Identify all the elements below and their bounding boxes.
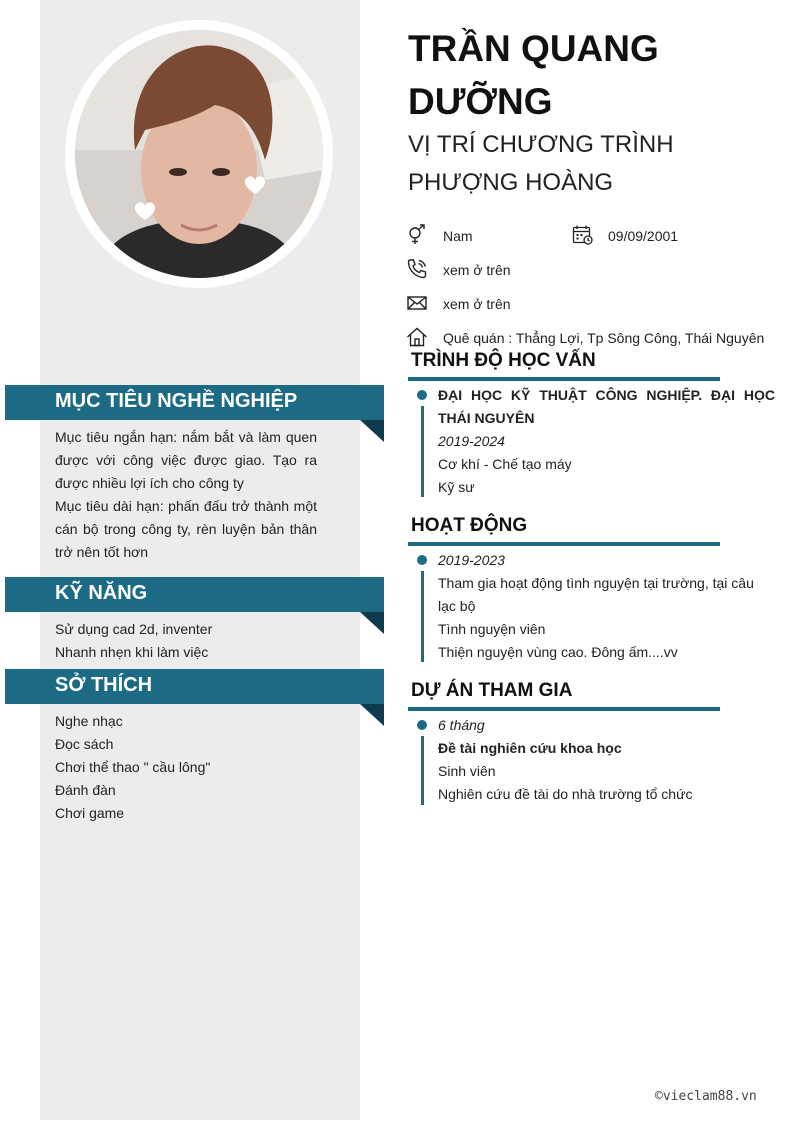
birthday-text: 09/09/2001: [608, 228, 679, 244]
activities-detail: Thiện nguyện vùng cao. Đông ấm....vv: [438, 644, 678, 660]
skills-fold: [360, 612, 384, 634]
timeline-line: [421, 406, 424, 497]
hobby-item: Chơi thể thao " cầu lông": [55, 759, 211, 775]
hobbies-title: SỞ THÍCH: [5, 669, 384, 704]
timeline-dot: [417, 555, 427, 565]
activities-title: HOẠT ĐỘNG: [411, 515, 528, 536]
calendar-icon: [572, 224, 594, 246]
education-major: Cơ khí - Chế tạo máy: [438, 456, 572, 472]
candidate-position: VỊ TRÍ CHƯƠNG TRÌNH PHƯỢNG HOÀNG: [408, 131, 674, 196]
timeline-line: [421, 571, 424, 662]
skills-title: KỸ NĂNG: [5, 577, 384, 612]
email-text: xem ở trên: [443, 296, 511, 312]
hobby-item: Đánh đàn: [55, 782, 116, 798]
hobby-item: Nghe nhạc: [55, 713, 123, 729]
education-rule: [408, 377, 720, 381]
skill-item: Sử dụng cad 2d, inventer: [55, 621, 213, 637]
footer-brand[interactable]: ©vieclam88.vn: [655, 1089, 757, 1104]
objective-long-term: Mục tiêu dài hạn: phấn đấu trở thành một cán bộ trong công ty, rèn luyện bản thân trở nên tốt hơn: [55, 498, 317, 560]
projects-role: Sinh viên: [438, 763, 496, 779]
hobby-item: Chơi game: [55, 805, 125, 821]
timeline-dot: [417, 390, 427, 400]
objective-title: MỤC TIÊU NGHỀ NGHIỆP: [5, 385, 384, 420]
objective-short-term: Mục tiêu ngắn hạn: nắm bắt và làm quen được với công việc được giao. Tạo ra được nhiều lợi ích cho công ty: [55, 429, 317, 491]
activities-desc: Tham gia hoạt động tình nguyện tại trường, tại câu lạc bộ: [438, 575, 754, 614]
education-degree: Kỹ sư: [438, 479, 475, 495]
home-icon: [406, 326, 428, 348]
candidate-name: TRẦN QUANG DƯỠNG: [408, 28, 659, 122]
timeline-dot: [417, 720, 427, 730]
gender-icon: [406, 224, 428, 246]
timeline-line: [421, 736, 424, 805]
projects-detail: Nghiên cứu đề tài do nhà trường tổ chức: [438, 786, 693, 802]
skill-item: Nhanh nhẹn khi làm việc: [55, 644, 209, 660]
activities-period: 2019-2023: [438, 552, 505, 568]
hobby-item: Đọc sách: [55, 736, 114, 752]
avatar: [75, 30, 323, 278]
email-icon: [406, 292, 428, 314]
phone-icon: [406, 258, 428, 280]
address-text: Quê quán : Thẳng Lợi, Tp Sông Công, Thái Nguyên: [443, 330, 765, 346]
education-school: ĐẠI HỌC KỸ THUẬT CÔNG NGHIỆP. ĐẠI HỌC THÁI NGUYÊN: [438, 387, 775, 426]
education-period: 2019-2024: [438, 433, 505, 449]
projects-title: DỰ ÁN THAM GIA: [411, 680, 573, 701]
objective-fold: [360, 420, 384, 442]
phone-text: xem ở trên: [443, 262, 511, 278]
activities-role: Tình nguyện viên: [438, 621, 546, 637]
projects-rule: [408, 707, 720, 711]
education-title: TRÌNH ĐỘ HỌC VẤN: [411, 350, 596, 371]
projects-period: 6 tháng: [438, 717, 485, 733]
hobbies-fold: [360, 704, 384, 726]
activities-rule: [408, 542, 720, 546]
gender-text: Nam: [443, 228, 473, 244]
projects-name: Đề tài nghiên cứu khoa học: [438, 740, 622, 756]
